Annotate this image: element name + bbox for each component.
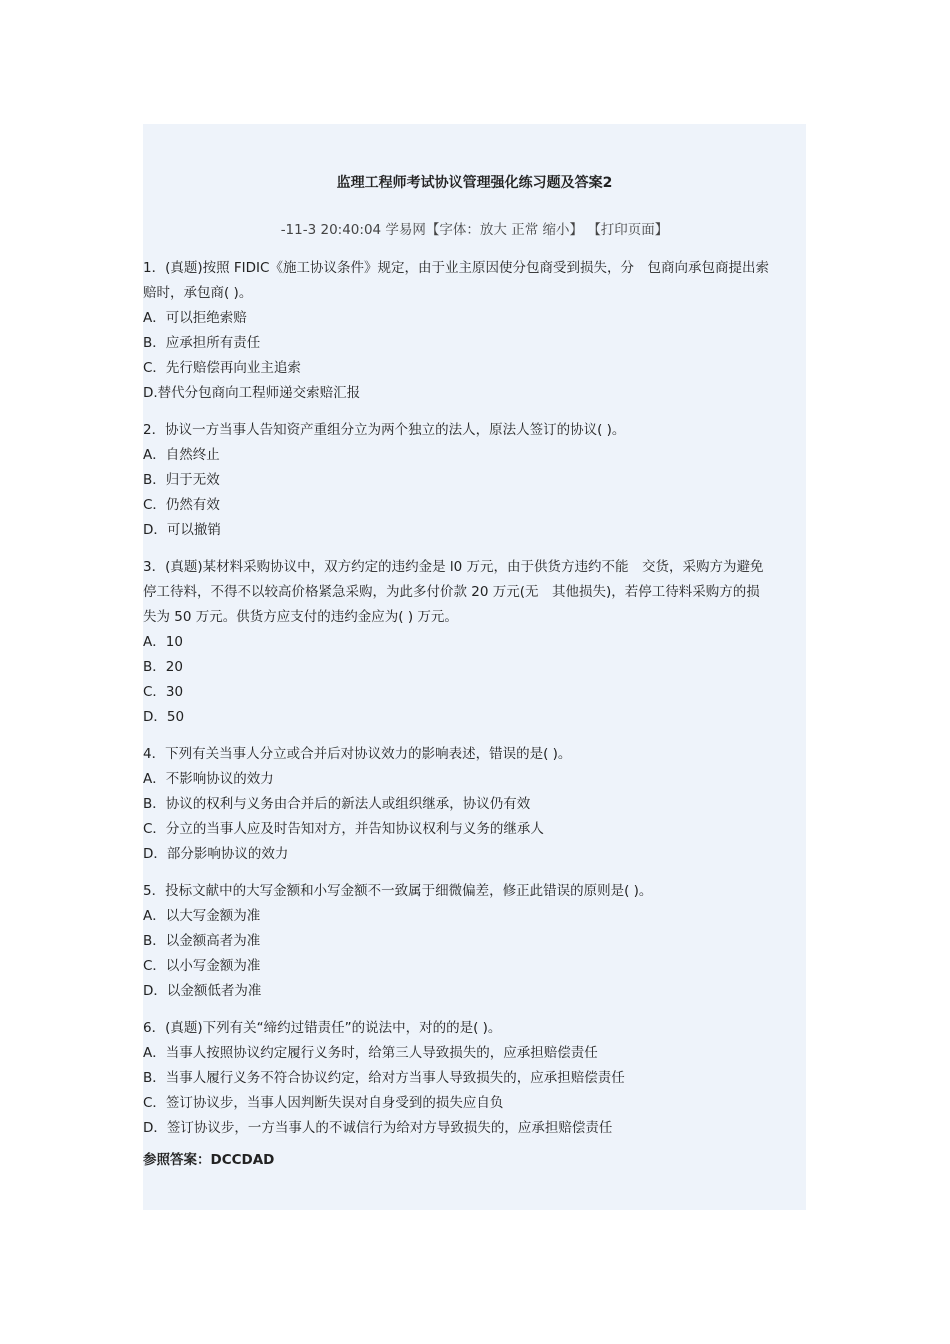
option-d: D．以金额低者为准 (143, 983, 262, 999)
font-enlarge-link[interactable]: 放大 (479, 222, 507, 238)
option-b: B．协议的权利与义务由合并后的新法人或组织继承，协议仍有效 (143, 796, 531, 812)
option-b: B．当事人履行义务不符合协议约定，给对方当事人导致损失的，应承担赔偿责任 (143, 1070, 625, 1086)
option-d: D．签订协议步，一方当事人的不诚信行为给对方导致损失的，应承担赔偿责任 (143, 1120, 613, 1136)
option-b: B．20 (143, 659, 183, 675)
option-c: C．分立的当事人应及时告知对方，并告知协议权利与义务的继承人 (143, 821, 544, 837)
reference-answer: 参照答案：DCCDAD (143, 1152, 275, 1168)
question-stem-line: 失为 50 万元。供货方应支付的违约金应为( ) 万元。 (143, 609, 458, 625)
font-size-prefix: 【字体： (425, 222, 480, 238)
option-a: A．以大写金额为准 (143, 908, 261, 924)
option-d: D．部分影响协议的效力 (143, 846, 289, 862)
question-stem-line: 4．下列有关当事人分立或合并后对协议效力的影响表述，错误的是( )。 (143, 746, 572, 762)
option-a: A．不影响协议的效力 (143, 771, 274, 787)
option-c: C．仍然有效 (143, 497, 220, 513)
question-stem-line: 5．投标文献中的大写金额和小写金额不一致属于细微偏差，修正此错误的原则是( )。 (143, 883, 653, 899)
option-b: B．以金额高者为准 (143, 933, 261, 949)
question-stem-line: 1．(真题)按照 FIDIC《施工协议条件》规定，由于业主原因使分包商受到损失，分 包商向承包商提出索 (143, 260, 769, 276)
option-d: D.替代分包商向工程师递交索赔汇报 (143, 385, 361, 401)
question-stem-line: 3．(真题)某材料采购协议中，双方约定的违约金是 l0 万元，由于供货方违约不能 交货，采购方为避免 (143, 559, 764, 575)
question-list (143, 256, 806, 1153)
option-a: A．自然终止 (143, 447, 220, 463)
option-a: A．当事人按照协议约定履行义务时，给第三人导致损失的，应承担赔偿责任 (143, 1045, 598, 1061)
option-d: D．50 (143, 709, 185, 725)
question-stem-line: 赔时，承包商( )。 (143, 285, 253, 301)
option-b: B．应承担所有责任 (143, 335, 261, 351)
publish-datetime: -11-3 20:40:04 (280, 222, 382, 238)
question-stem-line: 2．协议一方当事人告知资产重组分立为两个独立的法人，原法人签订的协议( )。 (143, 422, 626, 438)
option-a: A．10 (143, 634, 183, 650)
question-3 (143, 555, 806, 730)
font-normal-link[interactable]: 正常 (511, 222, 539, 238)
page-title: 监理工程师考试协议管理强化练习题及答案2 (336, 175, 613, 191)
question-5 (143, 879, 806, 1004)
option-d: D．可以撤销 (143, 522, 221, 538)
question-1 (143, 256, 806, 406)
source-name: 学易网 (385, 222, 426, 238)
question-stem-line: 6．(真题)下列有关“缔约过错责任”的说法中，对的的是( )。 (143, 1020, 502, 1036)
print-page-link[interactable]: 【打印页面】 (587, 222, 669, 238)
option-c: C．签订协议步，当事人因判断失误对自身受到的损失应自负 (143, 1095, 504, 1111)
question-2 (143, 418, 806, 543)
option-c: C．30 (143, 684, 184, 700)
question-4 (143, 742, 806, 867)
font-shrink-link[interactable]: 缩小 (542, 222, 570, 238)
option-a: A．可以拒绝索赔 (143, 310, 247, 326)
article-panel (143, 124, 806, 1210)
question-stem-line: 停工待料，不得不以较高价格紧急采购，为此多付价款 20 万元(无 其他损失)，若停工待料采购方的损 (143, 584, 760, 600)
option-b: B．归于无效 (143, 472, 220, 488)
article-meta (143, 219, 806, 241)
font-size-suffix: 】 (569, 222, 584, 238)
question-6 (143, 1016, 806, 1141)
option-c: C．先行赔偿再向业主追索 (143, 360, 301, 376)
option-c: C．以小写金额为准 (143, 958, 261, 974)
